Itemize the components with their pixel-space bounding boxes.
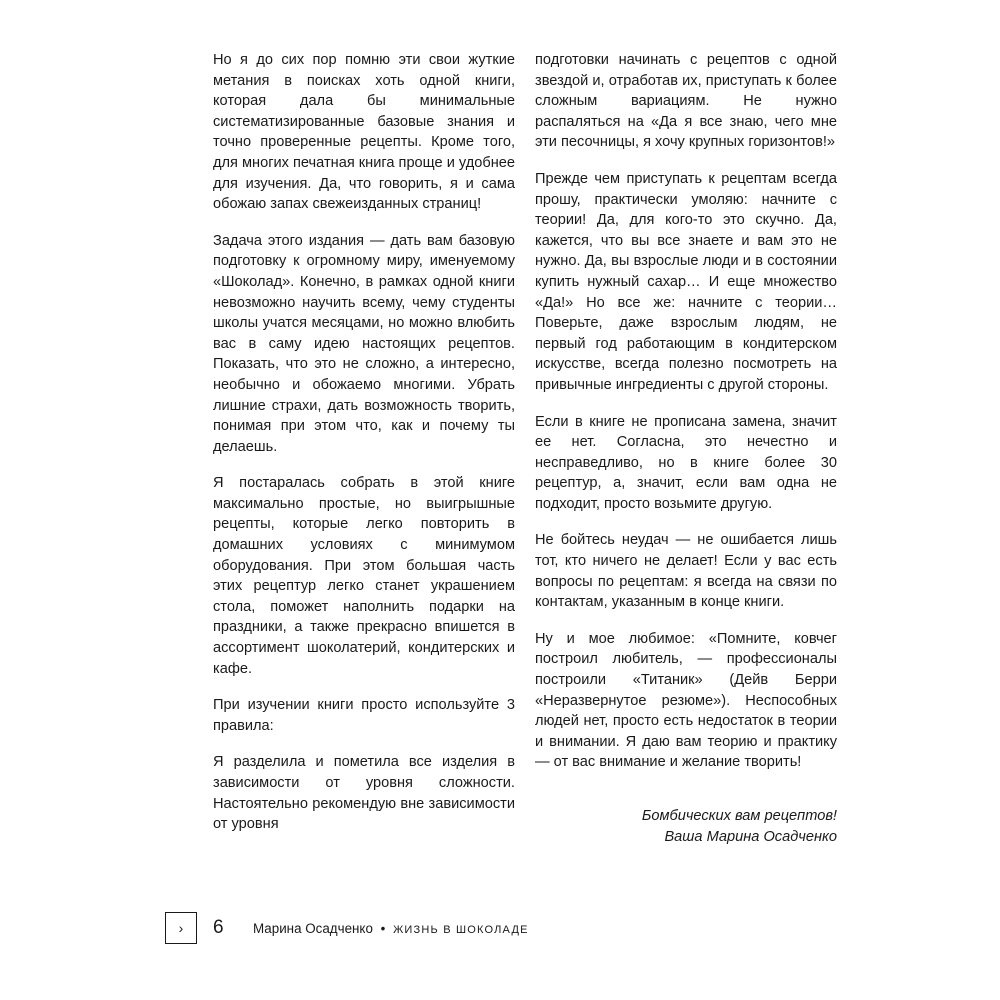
paragraph: подготовки начинать с рецептов с одной звездой и, отработав их, приступать к более сложным вариациям. Не нужно распаляться на «Да я все знаю, чего мне эти песочницы, я хочу крупных горизонтов!»: [535, 52, 837, 151]
paragraph: Я разделила и пометила все изделия в зависимости от уровня сложности. Настоятельно рекомендую вне зависимости от уровня: [213, 754, 515, 833]
signoff-greeting: Бомбических вам рецептов!: [641, 808, 837, 824]
page-number: 6: [213, 917, 224, 938]
paragraph: Прежде чем приступать к рецептам всегда прошу, практически умоляю: начните с теории! Да, для кого-то это скучно. Да, кажется, что вы все знаете и вам это не нужно. Да, вы взрослые люди и в состоянии купить нужный сахар… И еще множество «Да!» Но все же: начните с теории… Поверьте, даже взрослым людям, не первый год работающим в кондитерском искусстве, всегда полезно посмотреть на привычные ингредиенты с другой стороны.: [535, 170, 837, 393]
author-name: Марина Осадченко: [253, 920, 373, 936]
right-text-column: [535, 50, 837, 789]
page-footer: [165, 911, 529, 945]
left-text-column: [213, 50, 515, 851]
signoff-signature: Ваша Марина Осадченко: [664, 829, 837, 845]
paragraph: Я постаралась собрать в этой книге максимально простые, но выигрышные рецепты, которые легко повторить в домашних условиях с минимумом оборудования. При этом большая часть этих рецептур легко станет украшением стола, поможет наполнить подарки на праздники, а также прекрасно впишется в ассортимент шоколатерий, кондитерских и кафе.: [213, 475, 515, 677]
author-signoff: [517, 806, 837, 848]
paragraph: Задача этого издания — дать вам базовую подготовку к огромному миру, именуемому «Шоколад». Конечно, в рамках одной книги невозможно научить всему, чему студенты школы учатся месяцами, но можно влюбить вас в саму идею настоящих рецептов. Показать, что это не сложно, а интересно, необычно и обожаемо многими. Убрать лишние страхи, дать возможность творить, понимая при этом что, как и почему ты делаешь.: [213, 232, 515, 455]
paragraph: Не бойтесь неудач — не ошибается лишь тот, кто ничего не делает! Если у вас есть вопросы по рецептам: я всегда на связи по контактам, указанным в конце книги.: [535, 532, 837, 611]
next-page-button[interactable]: [165, 912, 197, 944]
separator-bullet: •: [380, 920, 386, 936]
running-head: [253, 921, 529, 936]
paragraph: Если в книге не прописана замена, значит ее нет. Согласна, это нечестно и несправедливо, но в книге более 30 рецептур, а, значит, если вам одна не подходит, просто возьмите другую.: [535, 413, 837, 512]
paragraph: Ну и мое любимое: «Помните, ковчег построил любитель, — профессионалы построили «Титаник» (Дейв Берри «Неразвернутое резюме»). Неспособных людей нет, просто есть недостаток в теории и внимании. Я даю вам теорию и практику — от вас внимание и желание творить!: [535, 630, 837, 771]
paragraph: Но я до сих пор помню эти свои жуткие метания в поисках хоть одной книги, которая дала бы минимальные систематизированные базовые знания и точно проверенные рецепты. Кроме того, для многих печатная книга проще и удобнее для изучения. Да, что говорить, я и сама обожаю запах свежеизданных страниц!: [213, 52, 515, 213]
chevron-right-icon: ›: [178, 920, 184, 936]
book-title: ЖИЗНЬ В ШОКОЛАДЕ: [393, 923, 529, 936]
paragraph: При изучении книги просто используйте 3 правила:: [213, 697, 515, 734]
